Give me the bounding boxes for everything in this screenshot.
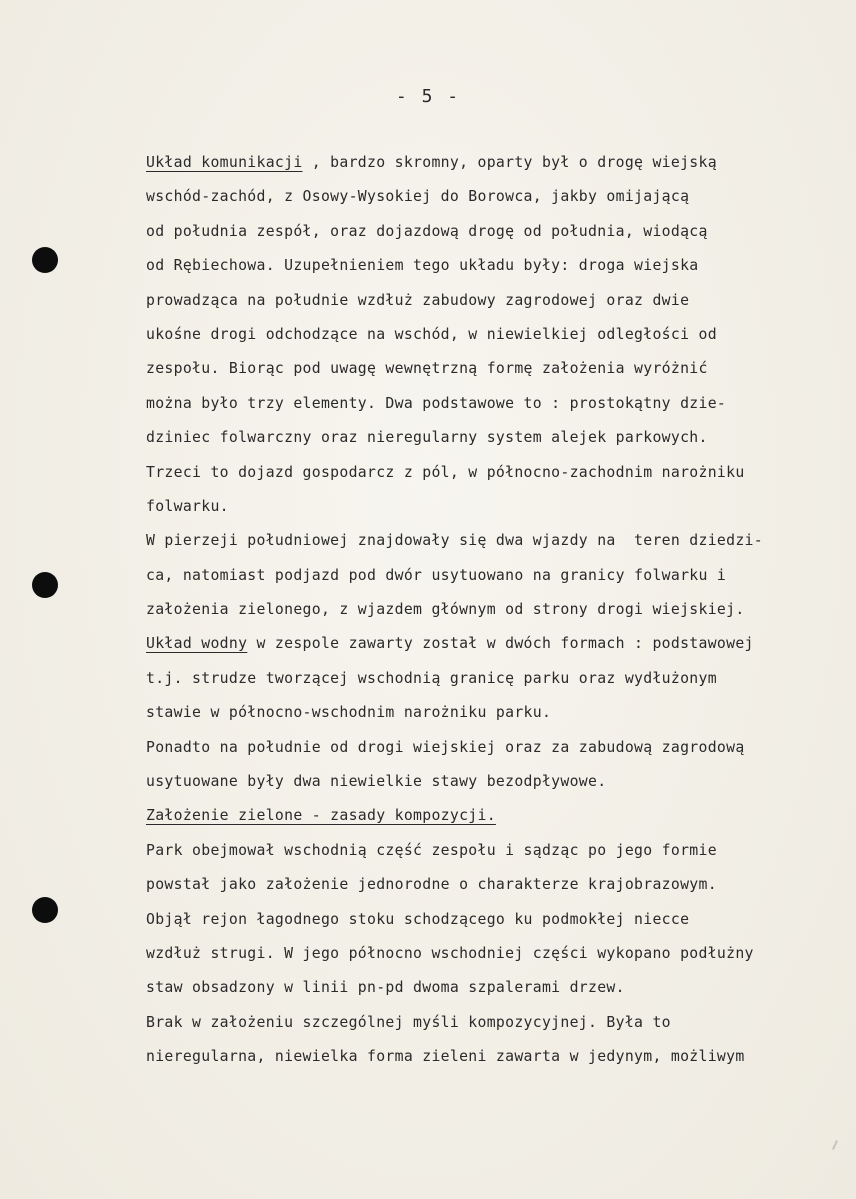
- text-line: [146, 903, 846, 937]
- text-line: [146, 421, 846, 455]
- page-number: - 5 -: [395, 86, 461, 107]
- text-line: [146, 937, 846, 971]
- text-line: [146, 834, 846, 868]
- line-text: zespołu. Biorąc pod uwagę wewnętrzną formę założenia wyróżnić: [146, 360, 708, 378]
- text-line: [146, 593, 846, 627]
- text-line: [146, 662, 846, 696]
- line-text: od południa zespół, oraz dojazdową drogę od południa, wiodącą: [146, 222, 708, 240]
- line-text: założenia zielonego, z wjazdem głównym od strony drogi wiejskiej.: [146, 601, 745, 619]
- text-line: [146, 146, 846, 180]
- text-line: [146, 765, 846, 799]
- text-line: [146, 215, 846, 249]
- line-text: ca, natomiast podjazd pod dwór usytuowano na granicy folwarku i: [146, 566, 727, 584]
- line-text: Brak w założeniu szczególnej myśli kompozycyjnej. Była to: [146, 1013, 671, 1031]
- line-text: folwarku.: [146, 497, 229, 515]
- text-line: [146, 249, 846, 283]
- text-line: [146, 456, 846, 490]
- text-line: [146, 524, 846, 558]
- line-text: stawie w północno-wschodnim narożniku parku.: [146, 704, 552, 722]
- line-text: wzdłuż strugi. W jego północno wschodniej części wykopano podłużny: [146, 944, 754, 962]
- text-line: [146, 868, 846, 902]
- text-line: [146, 696, 846, 730]
- text-line: [146, 627, 846, 661]
- line-text: Ponadto na południe od drogi wiejskiej oraz za zabudową zagrodową: [146, 738, 745, 756]
- line-text: Objął rejon łagodnego stoku schodzącego ku podmokłej niecce: [146, 910, 690, 928]
- text-line: [146, 731, 846, 765]
- line-text: wschód-zachód, z Osowy-Wysokiej do Borowca, jakby omijającą: [146, 188, 690, 206]
- line-text: od Rębiechowa. Uzupełnieniem tego układu były: droga wiejska: [146, 257, 699, 275]
- text-line: [146, 318, 846, 352]
- line-text: można było trzy elementy. Dwa podstawowe to : prostokątny dzie-: [146, 394, 727, 412]
- line-text: t.j. strudze tworzącej wschodnią granicę parku oraz wydłużonym: [146, 669, 717, 687]
- text-line: [146, 490, 846, 524]
- text-line: [146, 387, 846, 421]
- text-line: [146, 559, 846, 593]
- line-text: staw obsadzony w linii pn-pd dwoma szpalerami drzew.: [146, 979, 625, 997]
- line-text: w zespole zawarty został w dwóch formach : podstawowej: [247, 635, 754, 653]
- text-line: [146, 1040, 846, 1074]
- paper-mark: [832, 1140, 838, 1150]
- text-line: [146, 1006, 846, 1040]
- text-line: [146, 799, 846, 833]
- line-text: W pierzeji południowej znajdowały się dwa wjazdy na teren dziedzi-: [146, 532, 763, 550]
- text-line: [146, 971, 846, 1005]
- line-text: Park obejmował wschodnią część zespołu i sądząc po jego formie: [146, 841, 717, 859]
- body-text: [146, 146, 846, 1075]
- punch-hole: [32, 572, 58, 598]
- punch-hole: [32, 247, 58, 273]
- line-text: dziniec folwarczny oraz nieregularny system alejek parkowych.: [146, 429, 708, 447]
- line-text: prowadząca na południe wzdłuż zabudowy zagrodowej oraz dwie: [146, 291, 690, 309]
- text-line: [146, 284, 846, 318]
- line-text: , bardzo skromny, oparty był o drogę wiejską: [302, 154, 717, 171]
- line-text: Trzeci to dojazd gospodarcz z pól, w północno-zachodnim narożniku: [146, 463, 745, 481]
- underlined-heading: Założenie zielone - zasady kompozycji.: [146, 807, 496, 825]
- punch-hole: [32, 897, 58, 923]
- underlined-heading: Układ komunikacji: [146, 154, 303, 171]
- line-text: ukośne drogi odchodzące na wschód, w niewielkiej odległości od: [146, 325, 717, 343]
- text-line: [146, 180, 846, 214]
- line-text: powstał jako założenie jednorodne o charakterze krajobrazowym.: [146, 876, 717, 894]
- line-text: usytuowane były dwa niewielkie stawy bezodpływowe.: [146, 773, 607, 791]
- underlined-heading: Układ wodny: [146, 635, 248, 653]
- line-text: nieregularna, niewielka forma zieleni zawarta w jedynym, możliwym: [146, 1048, 745, 1066]
- text-line: [146, 352, 846, 386]
